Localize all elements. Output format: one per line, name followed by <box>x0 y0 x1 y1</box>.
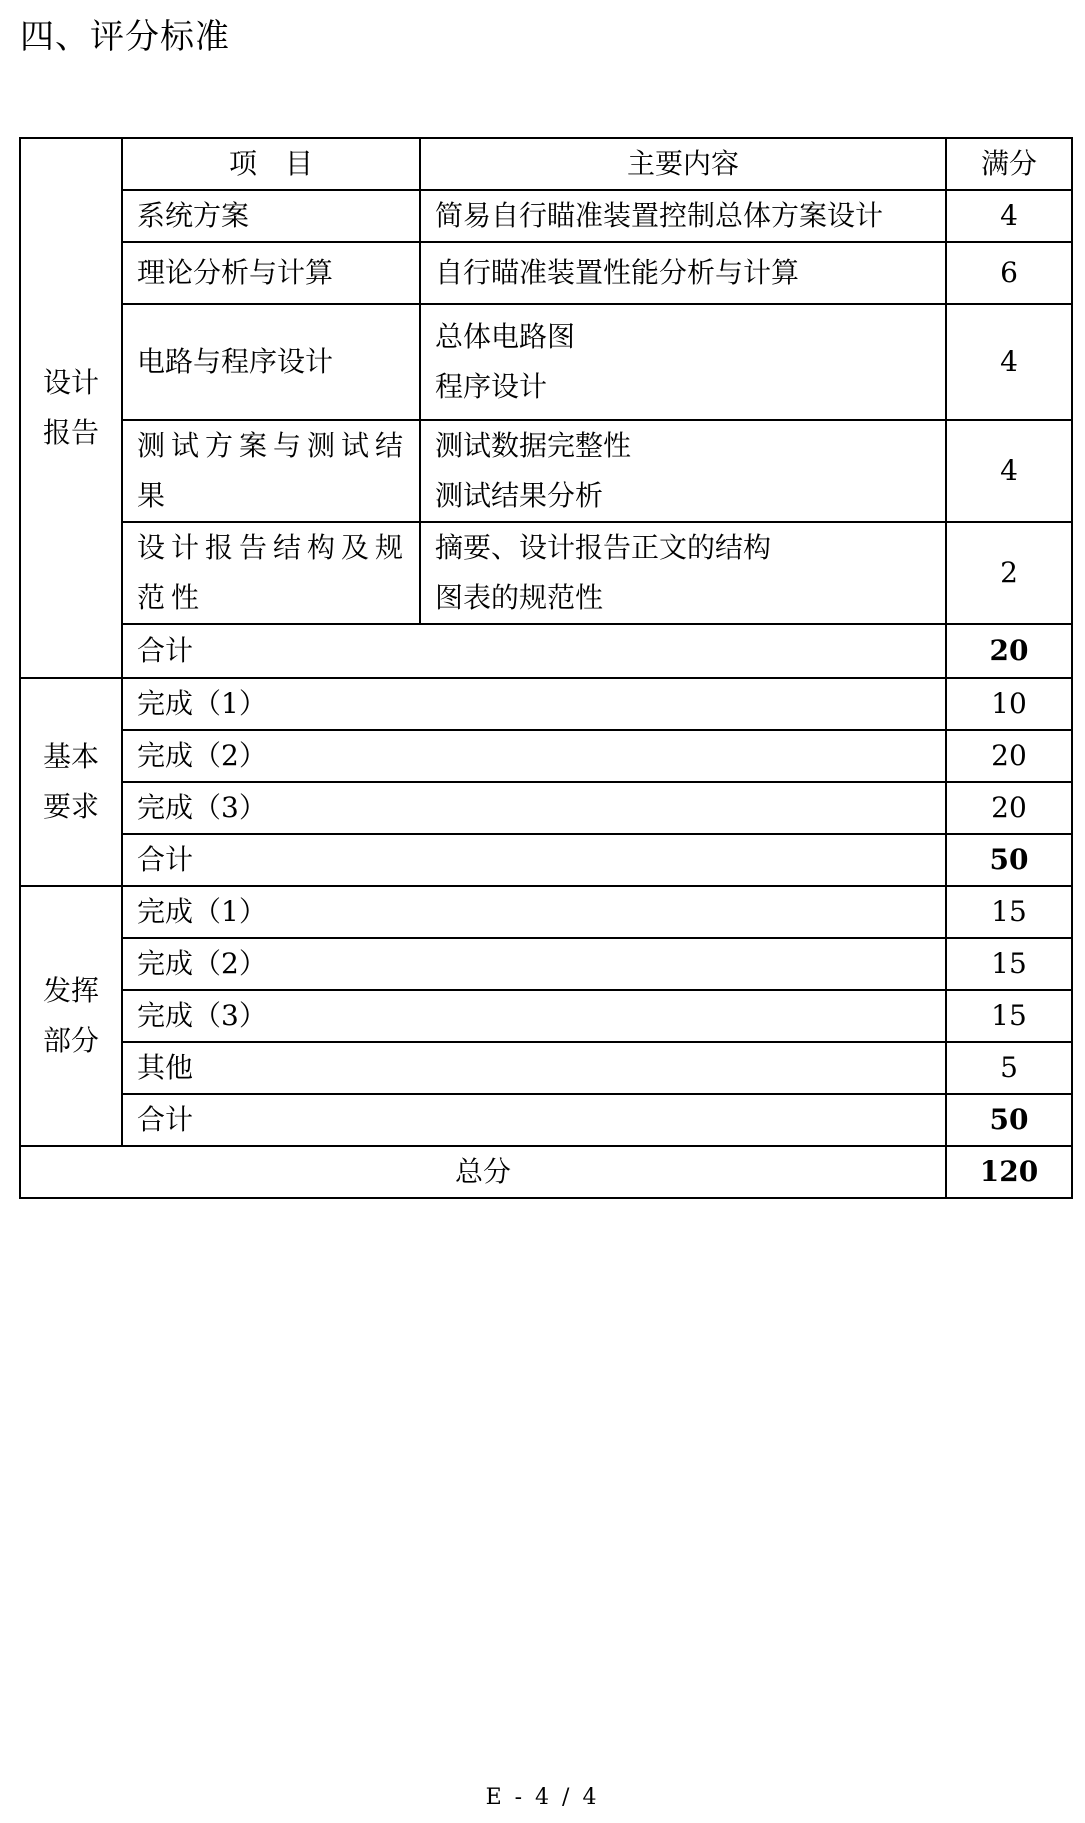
table-row <box>20 420 1072 522</box>
header-score: 满分 <box>946 138 1072 190</box>
row-item: 电路与程序设计 <box>122 304 420 420</box>
subtotal-row <box>20 624 1072 678</box>
row-item: 完成（2） <box>122 938 946 990</box>
table-row <box>20 304 1072 420</box>
section-basic <box>20 678 122 886</box>
table-row <box>20 938 1072 990</box>
row-item: 系统方案 <box>122 190 420 242</box>
row-score: 4 <box>946 420 1072 522</box>
content-line: 测试数据完整性 <box>435 429 632 462</box>
table-row <box>20 1042 1072 1094</box>
subtotal-score: 50 <box>946 834 1072 886</box>
row-item: 理论分析与计算 <box>122 242 420 304</box>
section-label: 发挥部分 <box>42 974 99 1057</box>
row-item: 完成（1） <box>122 886 946 938</box>
row-score: 5 <box>946 1042 1072 1094</box>
table-row <box>20 782 1072 834</box>
row-item: 完成（2） <box>122 730 946 782</box>
table-row <box>20 522 1072 624</box>
subtotal-row <box>20 1094 1072 1146</box>
row-score: 15 <box>946 886 1072 938</box>
row-score: 20 <box>946 782 1072 834</box>
table-row <box>20 190 1072 242</box>
row-item: 完成（1） <box>122 678 946 730</box>
content-line: 摘要、设计报告正文的结构 <box>435 531 772 564</box>
row-score: 20 <box>946 730 1072 782</box>
subtotal-label: 合计 <box>122 1094 946 1146</box>
item-text: 测试方案与测试结果 <box>137 429 410 512</box>
grand-total-row <box>20 1146 1072 1198</box>
scoring-table <box>19 137 1073 1199</box>
header-item: 项 目 <box>122 138 420 190</box>
content-line: 程序设计 <box>435 370 548 403</box>
content-line: 总体电路图 <box>435 320 576 353</box>
table-header-row <box>20 138 1072 190</box>
table-row <box>20 730 1072 782</box>
table-row <box>20 678 1072 730</box>
row-score: 2 <box>946 522 1072 624</box>
content-line: 测试结果分析 <box>435 479 604 512</box>
subtotal-score: 20 <box>946 624 1072 678</box>
section-label: 基本要求 <box>42 740 99 823</box>
row-score: 15 <box>946 938 1072 990</box>
row-score: 4 <box>946 304 1072 420</box>
subtotal-label: 合计 <box>122 834 946 886</box>
subtotal-score: 50 <box>946 1094 1072 1146</box>
content-line: 图表的规范性 <box>435 581 604 614</box>
row-item: 完成（3） <box>122 990 946 1042</box>
row-content: 简易自行瞄准装置控制总体方案设计 <box>420 190 946 242</box>
section-label: 设计报告 <box>42 366 99 449</box>
row-score: 6 <box>946 242 1072 304</box>
row-content <box>420 304 946 420</box>
page-footer: E - 4 / 4 <box>485 1785 600 1810</box>
grand-total-label: 总分 <box>20 1146 946 1198</box>
subtotal-row <box>20 834 1072 886</box>
grand-total-score: 120 <box>946 1146 1072 1198</box>
item-text: 设计报告结构及规范性 <box>137 531 410 614</box>
section-advanced <box>20 886 122 1146</box>
row-item: 完成（3） <box>122 782 946 834</box>
section-heading: 四、评分标准 <box>20 17 230 57</box>
section-design-report <box>20 138 122 678</box>
table-row <box>20 242 1072 304</box>
header-content: 主要内容 <box>420 138 946 190</box>
row-score: 4 <box>946 190 1072 242</box>
table-row <box>20 886 1072 938</box>
row-content <box>420 522 946 624</box>
table-row <box>20 990 1072 1042</box>
row-item <box>122 420 420 522</box>
subtotal-label: 合计 <box>122 624 946 678</box>
row-content <box>420 420 946 522</box>
row-item <box>122 522 420 624</box>
row-score: 15 <box>946 990 1072 1042</box>
row-content: 自行瞄准装置性能分析与计算 <box>420 242 946 304</box>
row-item: 其他 <box>122 1042 946 1094</box>
row-score: 10 <box>946 678 1072 730</box>
